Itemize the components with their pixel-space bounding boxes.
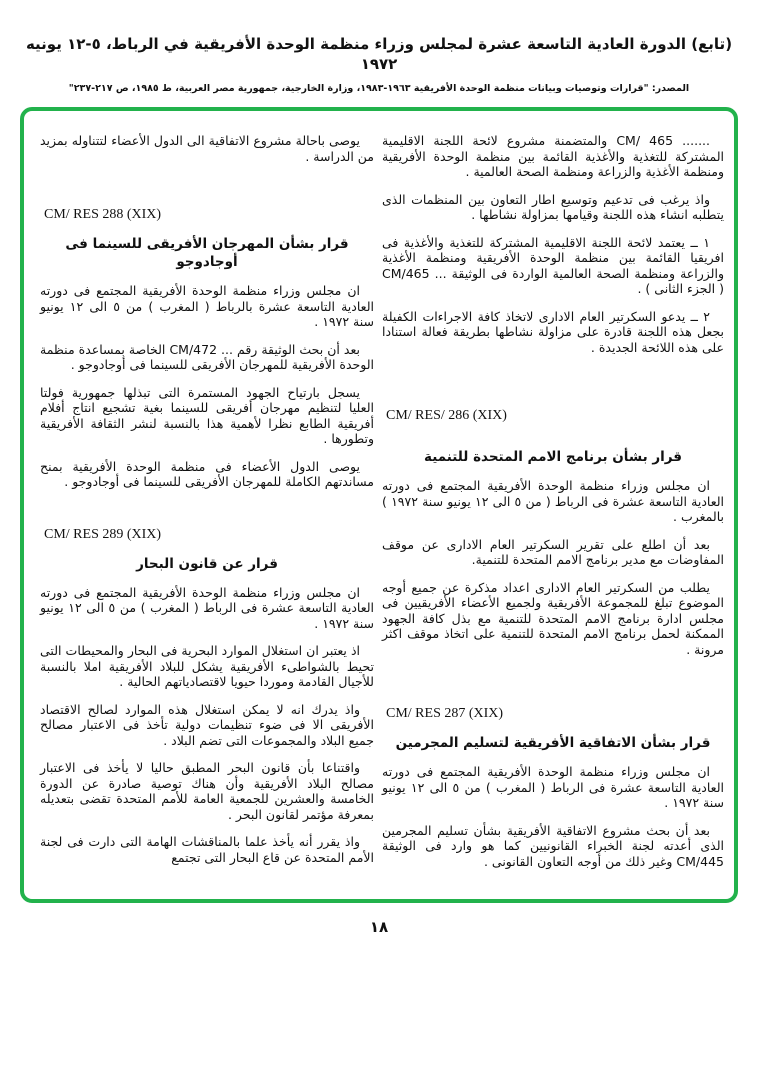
right-column <box>382 133 724 881</box>
left-column <box>40 133 374 865</box>
paragraph: ....... CM/ 465 والمتضمنة مشروع لائحة اللجنة الاقليمية المشتركة للتغذية والأغذية القائمة بين منظمة الوحدة الأفريقية ومنظمة الأغذية والزراعة ومنظمة الصحة العالمية . <box>382 133 724 179</box>
resolution-code: CM/ RES/ 286 (XIX) <box>386 408 507 423</box>
resolution-title: قرار عن قانون البحار <box>136 555 278 572</box>
resolution-code: CM/ RES 287 (XIX) <box>386 706 504 721</box>
paragraph: بعد أن اطلع على تقرير السكرتير العام الادارى عن موقف المفاوضات مع مدير برنامج الامم المتحدة للتنمية. <box>382 536 724 567</box>
resolution-code: CM/ RES 288 (XIX) <box>44 207 162 222</box>
paragraph: يوصى الدول الأعضاء فى منظمة الوحدة الأفريقية بمنح مساندتهم الكاملة للمهرجان الأفريقى للسينما فى أوجادوجو . <box>40 458 374 489</box>
paragraph: ان مجلس وزراء منظمة الوحدة الأفريقية المجتمع فى دورته العادية التاسعة عشرة فى الرباط ( من ٥ الى ١٢ يونيو سنة ١٩٧٢ ) بالمغرب . <box>382 478 724 524</box>
paragraph: واذ يدرك انه لا يمكن استغلال هذه الموارد لصالح الاقتصاد الأفريقى الا فى ضوء تنظيمات دولية تأخذ فى الاعتبار مصالح جميع البلاد والمجموعات التى تضم البلاد . <box>40 701 374 748</box>
resolution-title: قرار بشأن المهرجان الأفريقى للسينما فى أوجادوجو <box>65 236 349 270</box>
paragraph: يسجل بارتياح الجهود المستمرة التى تبذلها جمهورية فولتا العليا لتنظيم مهرجان أفريقى للسينما بغية تشجيع انتاج أفلام أفريقية الطابع نظرا لأهمية هذا بالنسبة لنشر الثقافة الأفريقية وتطورها . <box>40 384 374 446</box>
content-frame <box>20 107 738 903</box>
paragraph: ان مجلس وزراء منظمة الوحدة الأفريقية المجتمع فى دورته العادية التاسعة عشرة بالرباط ( المغرب ) من ٥ الى ١٢ يونيو سنة ١٩٧٢ . <box>40 283 374 329</box>
page-header-title: (تابع) الدورة العادية التاسعة عشرة لمجلس وزراء منظمة الوحدة الأفريقية في الرباط، ٥-١٢ يونيه ١٩٧٢ <box>25 35 733 73</box>
paragraph: يطلب من السكرتير العام الادارى اعداد مذكرة عن جميع أوجه الموضوع تبلغ للمجموعة الأفريقية ولجميع الأعضاء الأفريقيين فى مجلس ادارة برنامج الامم المتحدة للتنمية مع بذل كافة الجهود الممكنة لحمل برنامج الامم المتحدة للتنمية على اتخاذ موقف اكثر مرونة . <box>382 579 724 657</box>
page-number: ١٨ <box>369 918 389 936</box>
resolution-title: قرار بشأن برنامج الامم المتحدة للتنمية <box>424 449 682 465</box>
paragraph: بعد أن بحث الوثيقة رقم ... CM/472 الخاصة بمساعدة منظمة الوحدة الأفريقية للمهرجان الأفريقى للسينما فى أوجادوجو . <box>40 341 374 372</box>
paragraph: اذ يعتبر ان استغلال الموارد البحرية فى البحار والمحيطات التى تحيط بالشواطىء الأفريقية يشكل للبلاد الأفريقية املا بالنسبة للأجيال القادمة وموردا حيويا لاقتصادياتهم الحالية . <box>40 643 374 689</box>
paragraph: ٢ ــ يدعو السكرتير العام الادارى لاتخاذ كافة الاجراءات الكفيلة بجعل هذه اللجنة قادرة على مزاولة نشاطها بطريقة فعالة استنادا على هذه اللائحة الجديدة . <box>382 308 724 355</box>
source-citation: المصدر: "قرارات وتوصيات وبيانات منظمة الوحدة الأفريقية ١٩٦٣-١٩٨٣، وزارة الخارجية، جمهورية مصر العربية، ط ١٩٨٥، ص ٢١٧-٢٣٧" <box>68 83 690 94</box>
paragraph: ١ ــ يعتمد لائحة اللجنة الاقليمية المشتركة للتغذية والأغذية فى افريقيا القائمة بين منظمة الوحدة الأفريقية ومنظمة الأغذية والزراعة ومنظمة الصحة العالمية الواردة فى الوثيقة ... CM/465 ( الجزء الثانى ) . <box>382 234 724 296</box>
paragraph: يوصى باحالة مشروع الاتفاقية الى الدول الأعضاء لتتناوله بمزيد من الدراسة . <box>40 133 374 164</box>
paragraph: ان مجلس وزراء منظمة الوحدة الأفريقية المجتمع فى دورته العادية التاسعة عشرة فى الرباط ( المغرب ) من ٥ الى ١٢ يونيو سنة ١٩٧٢ . <box>40 584 375 631</box>
paragraph: بعد أن بحث مشروع الاتفاقية الأفريقية بشأن تسليم المجرمين الذى أعدته لجنة الخبراء القانونيين كما هو وارد فى الوثيقة CM/445 وغير ذلك من أوجه التعاون القانونى . <box>382 822 724 869</box>
resolution-title: قرار بشأن الاتفاقية الأفريقية لتسليم المجرمين <box>395 735 711 751</box>
paragraph: واقتناعا بأن قانون البحر المطبق حاليا لا يأخذ فى الاعتبار مصالح البلاد الأفريقية وأن هناك توصية صادرة عن الدورة الخامسة والعشرين للجمعية العامة للأمم المتحدة تقضى بتعديله بمعرفة مؤتمر لقانون البحر . <box>40 760 374 822</box>
paragraph: واذ يرغب فى تدعيم وتوسيع اطار التعاون بين المنظمات الذى يتطلبه انشاء هذه اللجنة وقيامها بمزاولة نشاطها . <box>382 191 724 222</box>
paragraph: واذ يقرر أنه يأخذ علما بالمناقشات الهامة التى دارت فى لجنة الأمم المتحدة عن قاع البحار التى تجتمع <box>40 834 374 865</box>
paragraph: ان مجلس وزراء منظمة الوحدة الأفريقية المجتمع فى دورته العادية التاسعة عشرة فى الرباط ( المغرب ) من ٥ الى ١٢ يونيو سنة ١٩٧٢ . <box>382 764 724 810</box>
resolution-code: CM/ RES 289 (XIX) <box>44 526 162 542</box>
